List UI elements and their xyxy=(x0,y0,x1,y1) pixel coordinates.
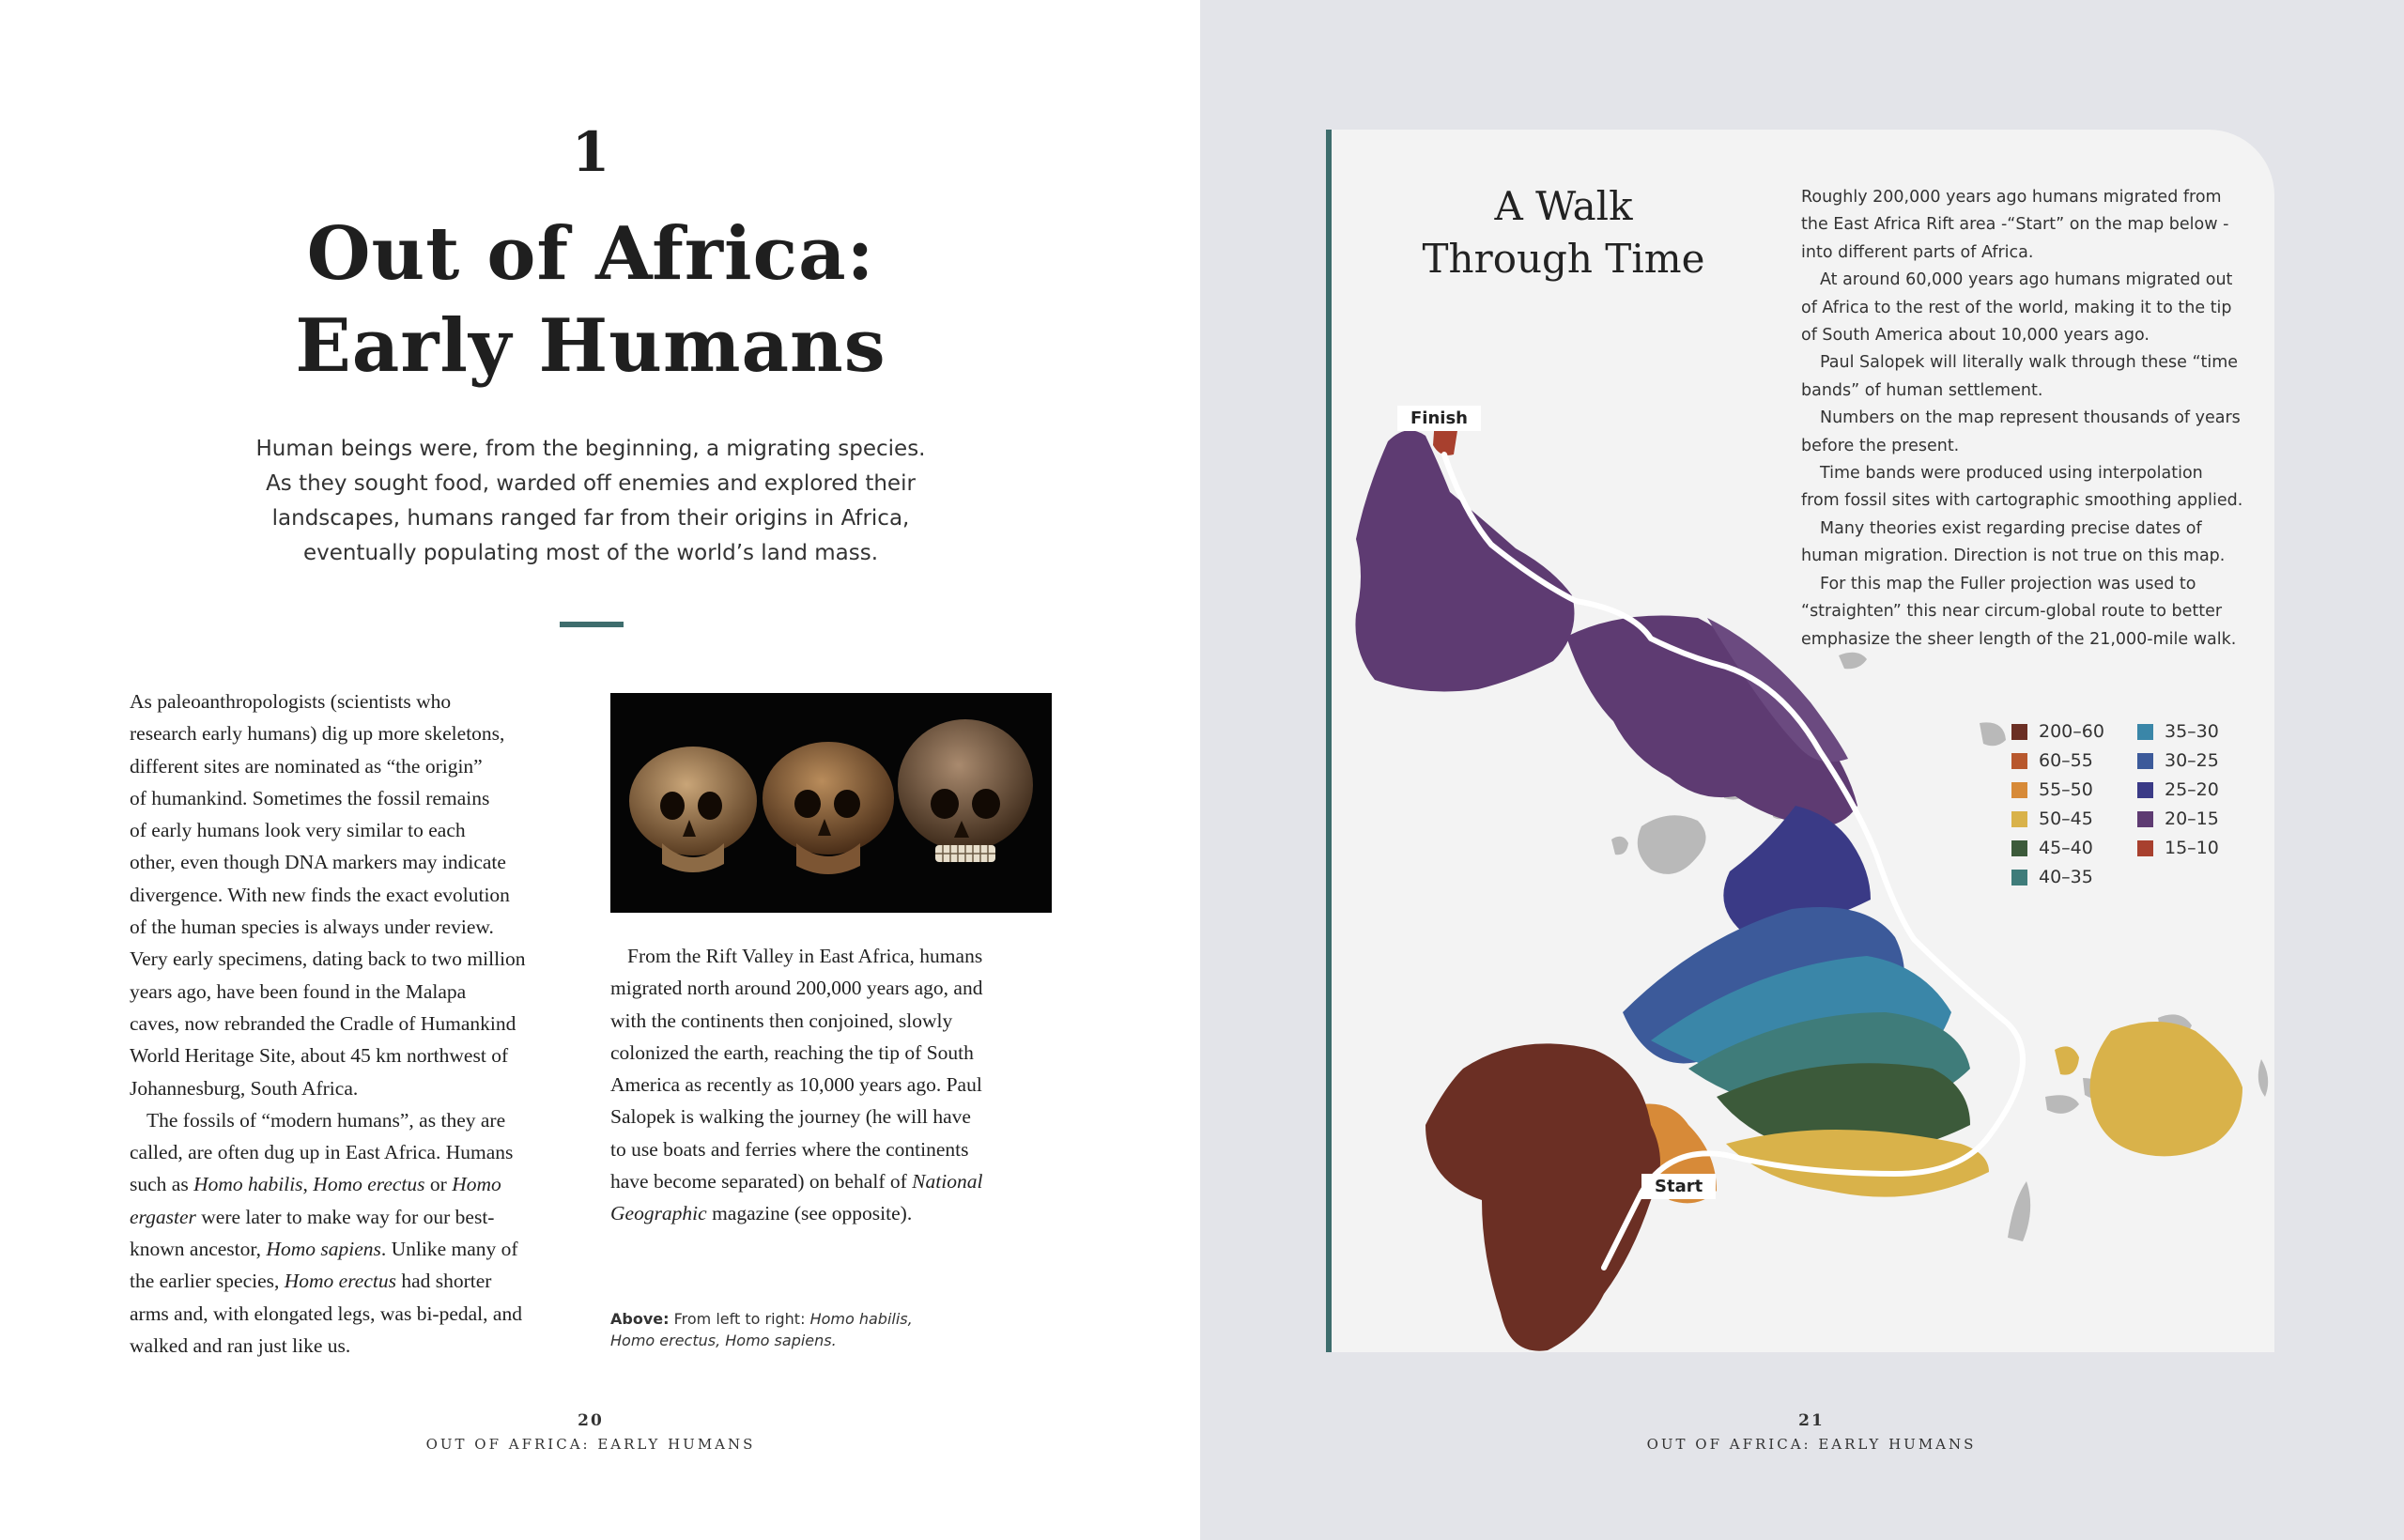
legend-swatch xyxy=(2011,870,2027,886)
body-line: with the continents then conjoined, slowly xyxy=(610,1009,953,1032)
legend-item: 45–40 xyxy=(2011,836,2093,860)
legend-item: 50–45 xyxy=(2011,807,2093,831)
panel-text-line: For this map the Fuller projection was used to xyxy=(1820,574,2196,593)
body-line: migrated north around 200,000 years ago, and xyxy=(610,977,983,1000)
folio-right xyxy=(1200,1411,2404,1453)
panel-text-line: emphasize the sheer length of the 21,000-mile walk. xyxy=(1801,629,2237,649)
body-line: colonized the earth, reaching the tip of South xyxy=(610,1040,974,1064)
body-line: From the Rift Valley in East Africa, humans xyxy=(627,945,983,967)
folio-left xyxy=(0,1411,1181,1453)
page-number: 20 xyxy=(578,1411,604,1430)
chapter-intro xyxy=(235,432,947,571)
body-line: ergaster were later to make way for our best- xyxy=(130,1205,495,1228)
legend-swatch xyxy=(2011,753,2027,769)
chapter-title-line: Out of Africa: xyxy=(306,211,875,297)
legend-item: 35–30 xyxy=(2137,719,2219,744)
body-line: As paleoanthropologists (scientists who xyxy=(130,690,452,713)
panel-text-line: of Africa to the rest of the world, making it to the tip xyxy=(1801,298,2232,317)
map-label-start: Start xyxy=(1641,1174,1716,1199)
legend-swatch xyxy=(2137,811,2153,827)
skull-homo-sapiens xyxy=(898,719,1033,862)
body-line: divergence. With new finds the exact evolution xyxy=(130,883,510,906)
section-divider xyxy=(560,622,624,627)
body-line: America as recently as 10,000 years ago. Paul xyxy=(610,1073,982,1097)
legend-item: 20–15 xyxy=(2137,807,2219,831)
island xyxy=(2055,1046,2079,1074)
panel-text-line: Many theories exist regarding precise dates of xyxy=(1820,518,2202,538)
body-line: of humankind. Sometimes the fossil remains xyxy=(130,786,490,809)
panel-text xyxy=(1801,184,2242,654)
panel-text-line: Time bands were produced using interpolation xyxy=(1820,464,2203,484)
body-line: Very early specimens, dating back to two million xyxy=(130,947,526,971)
africa xyxy=(1425,1043,1660,1350)
intro-line: As they sought food, warded off enemies and explored their xyxy=(266,471,916,496)
body-line: World Heritage Site, about 45 km northwest of xyxy=(130,1044,509,1068)
panel-text-line: Numbers on the map represent thousands of years xyxy=(1820,408,2241,428)
legend-swatch xyxy=(2137,753,2153,769)
panel-text-line: the East Africa Rift area -“Start” on the map below - xyxy=(1801,215,2229,235)
legend-swatch xyxy=(2137,782,2153,798)
legend-swatch xyxy=(2011,782,2027,798)
panel-text-line: At around 60,000 years ago humans migrated out xyxy=(1820,270,2233,290)
legend-item: 25–20 xyxy=(2137,778,2219,802)
legend-item: 15–10 xyxy=(2137,836,2219,860)
legend-item: 40–35 xyxy=(2011,865,2093,889)
body-line: years ago, have been found in the Malapa xyxy=(130,979,467,1003)
map-label-finish: Finish xyxy=(1397,406,1481,431)
body-line: have become separated) on behalf of National xyxy=(610,1170,983,1194)
photo-caption: Above: From left to right: Homo habilis, Homo erectus, Homo sapiens. xyxy=(610,1310,913,1349)
australia xyxy=(2090,1022,2243,1156)
body-line: such as Homo habilis, Homo erectus or Homo xyxy=(130,1173,501,1196)
body-line: of early humans look very similar to each xyxy=(130,819,466,842)
panel-text-line: of South America about 10,000 years ago. xyxy=(1801,326,2150,346)
skull-homo-habilis xyxy=(629,747,757,872)
legend-swatch xyxy=(2011,811,2027,827)
intro-line: landscapes, humans ranged far from their origins in Africa, xyxy=(271,506,910,531)
page-number: 21 xyxy=(1798,1411,1825,1430)
legend-swatch xyxy=(2011,724,2027,740)
panel-text-line: before the present. xyxy=(1801,436,1960,455)
legend-swatch xyxy=(2137,840,2153,856)
running-head: OUT OF AFRICA: EARLY HUMANS xyxy=(1646,1436,1977,1453)
body-line: to use boats and ferries where the continents xyxy=(610,1137,969,1161)
legend-item: 200–60 xyxy=(2011,719,2104,744)
body-line: arms and, with elongated legs, was bi-pedal, and xyxy=(130,1301,522,1325)
panel-text-line: into different parts of Africa. xyxy=(1801,242,2034,262)
intro-line: eventually populating most of the world’s land mass. xyxy=(302,541,879,565)
intro-line: Human beings were, from the beginning, a migrating species. xyxy=(255,437,926,461)
panel-text-line: from fossil sites with cartographic smoothing applied. xyxy=(1801,491,2243,511)
legend-swatch xyxy=(2011,840,2027,856)
panel-title xyxy=(1409,180,1718,285)
body-line: The fossils of “modern humans”, as they are xyxy=(146,1108,506,1132)
skull-homo-erectus xyxy=(763,742,894,874)
panel-text-line: bands” of human settlement. xyxy=(1801,380,2043,400)
body-line: research early humans) dig up more skeletons, xyxy=(130,722,505,746)
panel-text-line: “straighten” this near circum-global route to better xyxy=(1801,602,2223,622)
panel-text-line: Roughly 200,000 years ago humans migrated from xyxy=(1801,188,2222,207)
body-column-right xyxy=(610,940,1059,1230)
legend-item: 30–25 xyxy=(2137,748,2219,773)
panel-title-line: A Walk xyxy=(1494,183,1633,229)
panel-title-line: Through Time xyxy=(1422,236,1705,282)
skulls-illustration xyxy=(610,693,1052,913)
body-line: of the human species is always under review. xyxy=(130,916,494,939)
panel-text-line: Paul Salopek will literally walk through these “time xyxy=(1820,353,2239,373)
body-line: called, are often dug up in East Africa. Humans xyxy=(130,1141,514,1164)
body-line: Salopek is walking the journey (he will have xyxy=(610,1105,971,1129)
body-line: walked and ran just like us. xyxy=(130,1333,351,1357)
body-line: other, even though DNA markers may indicate xyxy=(130,851,506,874)
running-head: OUT OF AFRICA: EARLY HUMANS xyxy=(425,1436,756,1453)
panel-text-line: human migration. Direction is not true on this map. xyxy=(1801,547,2226,566)
body-line: caves, now rebranded the Cradle of Humankind xyxy=(130,1011,516,1035)
body-line: Geographic magazine (see opposite). xyxy=(610,1202,913,1225)
south-america xyxy=(1355,430,1574,691)
legend-item: 55–50 xyxy=(2011,778,2093,802)
body-line: Johannesburg, South Africa. xyxy=(130,1076,359,1100)
body-line: known ancestor, Homo sapiens. Unlike many of xyxy=(130,1238,518,1261)
legend-item: 60–55 xyxy=(2011,748,2093,773)
chapter-number: 1 xyxy=(571,120,610,184)
body-line: different sites are nominated as “the origin” xyxy=(130,754,483,778)
legend-swatch xyxy=(2137,724,2153,740)
chapter-title-line: Early Humans xyxy=(295,303,886,389)
body-column-left xyxy=(130,685,582,1362)
skulls-photo xyxy=(610,693,1052,913)
chapter-title xyxy=(0,208,1181,393)
body-line: the earlier species, Homo erectus had shorter xyxy=(130,1270,492,1293)
